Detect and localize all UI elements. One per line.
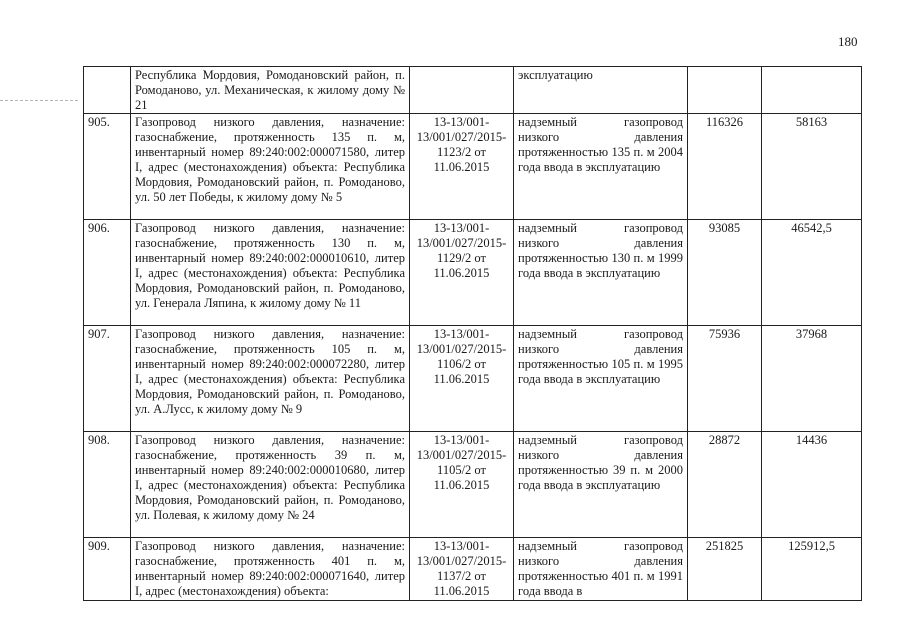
object-characteristics: надземный газопровод низкого давления протяженностью 135 п. м 2004 года ввода в эксплуатацию xyxy=(514,114,688,220)
object-description: Газопровод низкого давления, назначение: газоснабжение, протяженность 130 п. м, инвентарный номер 89:240:002:000010610, литер I, адрес (местонахождения) объекта: Республика Мордовия, Ромодановский район, п. Ромоданово, ул. Генерала Ляпина, к жилому дому № 11 xyxy=(131,220,410,326)
row-number: 905. xyxy=(84,114,131,220)
object-characteristics: надземный газопровод низкого давления протяженностью 105 п. м 1995 года ввода в эксплуатацию xyxy=(514,326,688,432)
page-number: 180 xyxy=(838,34,858,49)
registration-record xyxy=(410,67,514,114)
balance-value: 75936 xyxy=(688,326,762,432)
registration-record: 13-13/001-13/001/027/2015-1123/2 от 11.06.2015 xyxy=(410,114,514,220)
object-characteristics: надземный газопровод низкого давления протяженностью 401 п. м 1991 года ввода в xyxy=(514,538,688,601)
residual-value xyxy=(762,67,862,114)
scan-artifact-line xyxy=(0,100,78,101)
property-registry-table xyxy=(83,66,862,601)
residual-value: 37968 xyxy=(762,326,862,432)
balance-value: 116326 xyxy=(688,114,762,220)
table-row xyxy=(84,220,862,326)
table-row xyxy=(84,67,862,114)
object-characteristics: эксплуатацию xyxy=(514,67,688,114)
object-characteristics: надземный газопровод низкого давления протяженностью 39 п. м 2000 года ввода в эксплуатацию xyxy=(514,432,688,538)
row-number: 909. xyxy=(84,538,131,601)
registration-record: 13-13/001-13/001/027/2015-1106/2 от 11.06.2015 xyxy=(410,326,514,432)
object-description: Газопровод низкого давления, назначение: газоснабжение, протяженность 105 п. м, инвентарный номер 89:240:002:000072280, литер I, адрес (местонахождения) объекта: Республика Мордовия, Ромодановский район, п. Ромоданово, ул. А.Лусс, к жилому дому № 9 xyxy=(131,326,410,432)
row-number: 908. xyxy=(84,432,131,538)
row-number: 906. xyxy=(84,220,131,326)
residual-value: 46542,5 xyxy=(762,220,862,326)
row-number: 907. xyxy=(84,326,131,432)
registration-record: 13-13/001-13/001/027/2015-1137/2 от 11.06.2015 xyxy=(410,538,514,601)
object-description: Республика Мордовия, Ромодановский район, п. Ромоданово, ул. Механическая, к жилому дому № 21 xyxy=(131,67,410,114)
object-characteristics: надземный газопровод низкого давления протяженностью 130 п. м 1999 года ввода в эксплуатацию xyxy=(514,220,688,326)
object-description: Газопровод низкого давления, назначение: газоснабжение, протяженность 135 п. м, инвентарный номер 89:240:002:000071580, литер I, адрес (местонахождения) объекта: Республика Мордовия, Ромодановский район, п. Ромоданово, ул. 50 лет Победы, к жилому дому № 5 xyxy=(131,114,410,220)
table-row xyxy=(84,326,862,432)
table-row xyxy=(84,114,862,220)
balance-value: 28872 xyxy=(688,432,762,538)
balance-value: 251825 xyxy=(688,538,762,601)
table-row xyxy=(84,432,862,538)
object-description: Газопровод низкого давления, назначение: газоснабжение, протяженность 401 п. м, инвентарный номер 89:240:002:000071640, литер I, адрес (местонахождения) объекта: xyxy=(131,538,410,601)
row-number xyxy=(84,67,131,114)
object-description: Газопровод низкого давления, назначение: газоснабжение, протяженность 39 п. м, инвентарный номер 89:240:002:000010680, литер I, адрес (местонахождения) объекта: Республика Мордовия, Ромодановский район, п. Ромоданово, ул. Полевая, к жилому дому № 24 xyxy=(131,432,410,538)
balance-value xyxy=(688,67,762,114)
table-row xyxy=(84,538,862,601)
registration-record: 13-13/001-13/001/027/2015-1105/2 от 11.06.2015 xyxy=(410,432,514,538)
residual-value: 125912,5 xyxy=(762,538,862,601)
balance-value: 93085 xyxy=(688,220,762,326)
registration-record: 13-13/001-13/001/027/2015-1129/2 от 11.06.2015 xyxy=(410,220,514,326)
residual-value: 14436 xyxy=(762,432,862,538)
residual-value: 58163 xyxy=(762,114,862,220)
